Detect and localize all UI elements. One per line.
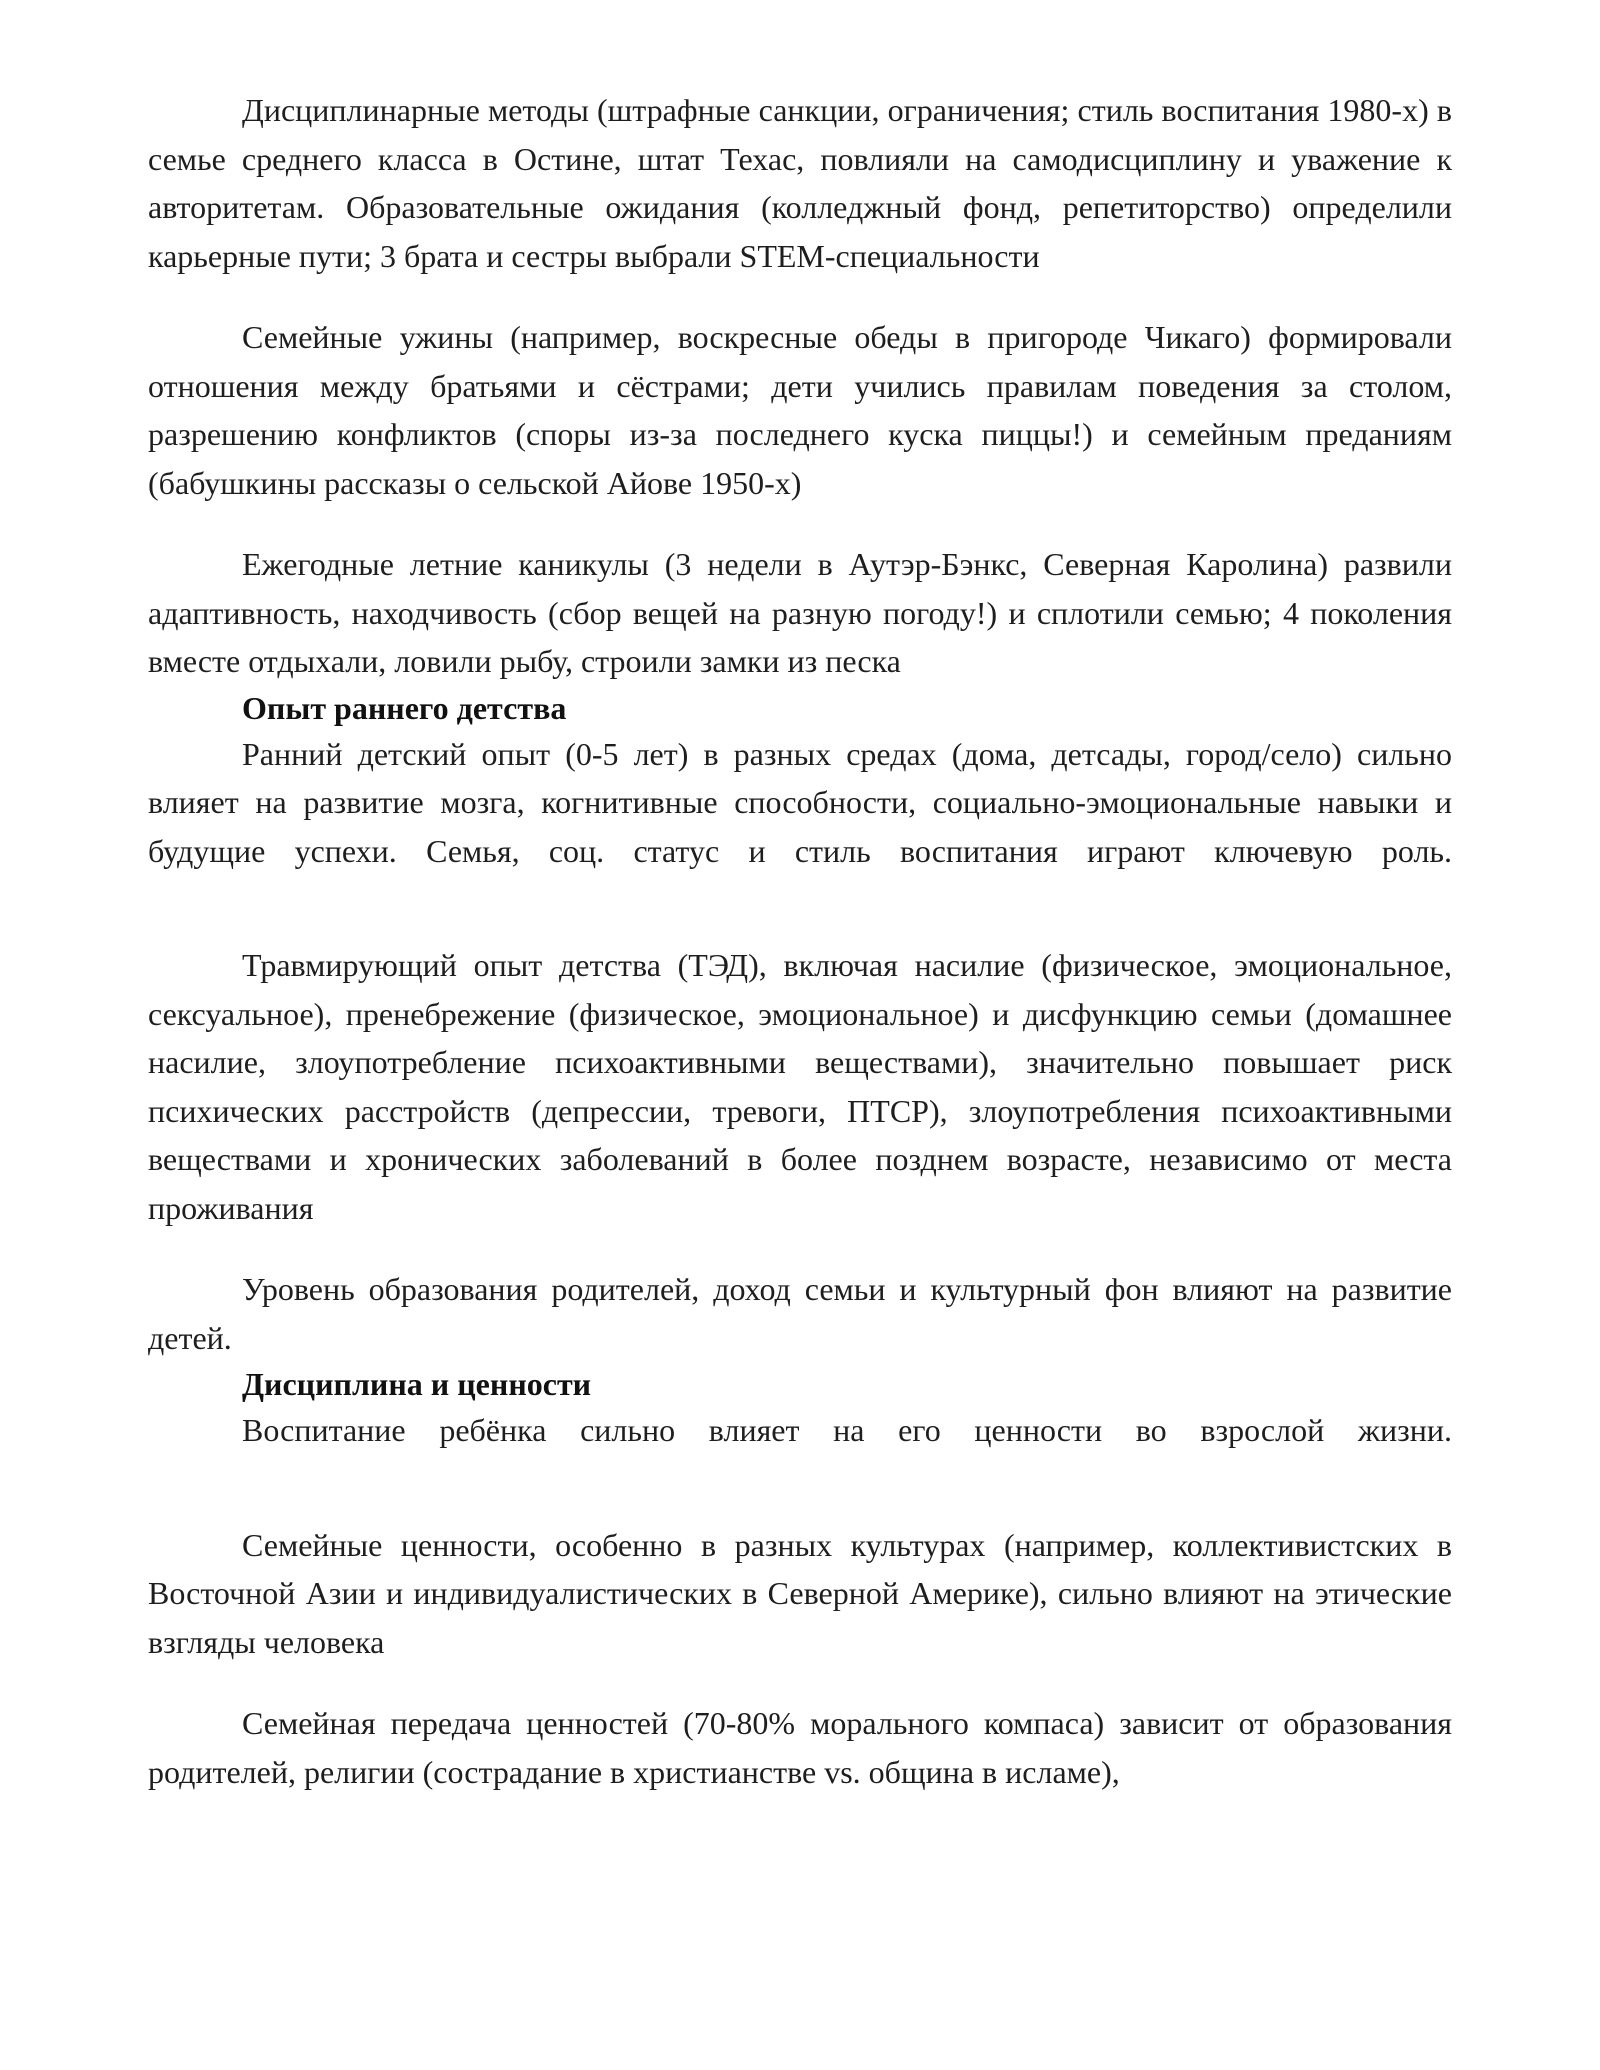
paragraph-discipline-methods: Дисциплинарные методы (штрафные санкции, ограничения; стиль воспитания 1980-х) в семье среднего класса в Остине, штат Техас, повлияли на самодисциплину и уважение к авторитетам. Образовательные ожидания (колледжный фонд, репетиторство) определили карьерные пути; 3 брата и сестры выбрали STEM-специальности (148, 92, 1452, 274)
paragraph-early-experience: Ранний детский опыт (0-5 лет) в разных средах (дома, детсады, город/село) сильно влияет на развитие мозга, когнитивные способности, социально-эмоциональные навыки и будущие успехи. Семья, соц. статус и стиль воспитания играют ключевую роль. (148, 735, 1452, 869)
paragraph-parent-education: Уровень образования родителей, доход семьи и культурный фон влияют на развитие детей. (148, 1271, 1452, 1356)
paragraph-family-values-cultures: Семейные ценности, особенно в разных культурах (например, коллективистских в Восточной Азии и индивидуалистических в Северной Америке), сильно влияют на этические взгляды человека (148, 1526, 1452, 1660)
paragraph-summer-vacations: Ежегодные летние каникулы (3 недели в Аутэр-Бэнкс, Северная Каролина) развили адаптивность, находчивость (сбор вещей на разную погоду!) и сплотили семью; 4 поколения вместе отдыхали, ловили рыбу, строили замки из песка (148, 546, 1452, 679)
paragraph-values-transmission: Семейная передача ценностей (70-80% морального компаса) зависит от образования родителей, религии (сострадание в христианстве vs. община в исламе), (148, 1705, 1452, 1790)
document-page (148, 86, 1452, 1796)
paragraph-family-dinners: Семейные ужины (например, воскресные обеды в пригороде Чикаго) формировали отношения между братьями и сёстрами; дети учились правилам поведения за столом, разрешению конфликтов (споры из-за последнего куска пиццы!) и семейным преданиям (бабушкины рассказы о сельской Айове 1950-х) (148, 319, 1452, 501)
paragraph-adverse-experiences: Травмирующий опыт детства (ТЭД), включая насилие (физическое, эмоциональное, сексуальное), пренебрежение (физическое, эмоциональное) и дисфункцию семьи (домашнее насилие, злоупотребление психоактивными веществами), значительно повышает риск психических расстройств (депрессии, тревоги, ПТСР), злоупотребления психоактивными веществами и хронических заболеваний в более позднем возрасте, независимо от места проживания (148, 947, 1452, 1226)
section-heading-discipline-values: Дисциплина и ценности (242, 1366, 592, 1402)
paragraph-upbringing-values: Воспитание ребёнка сильно влияет на его ценности во взрослой жизни. (242, 1412, 1452, 1448)
section-heading-early-childhood: Опыт раннего детства (242, 689, 567, 726)
